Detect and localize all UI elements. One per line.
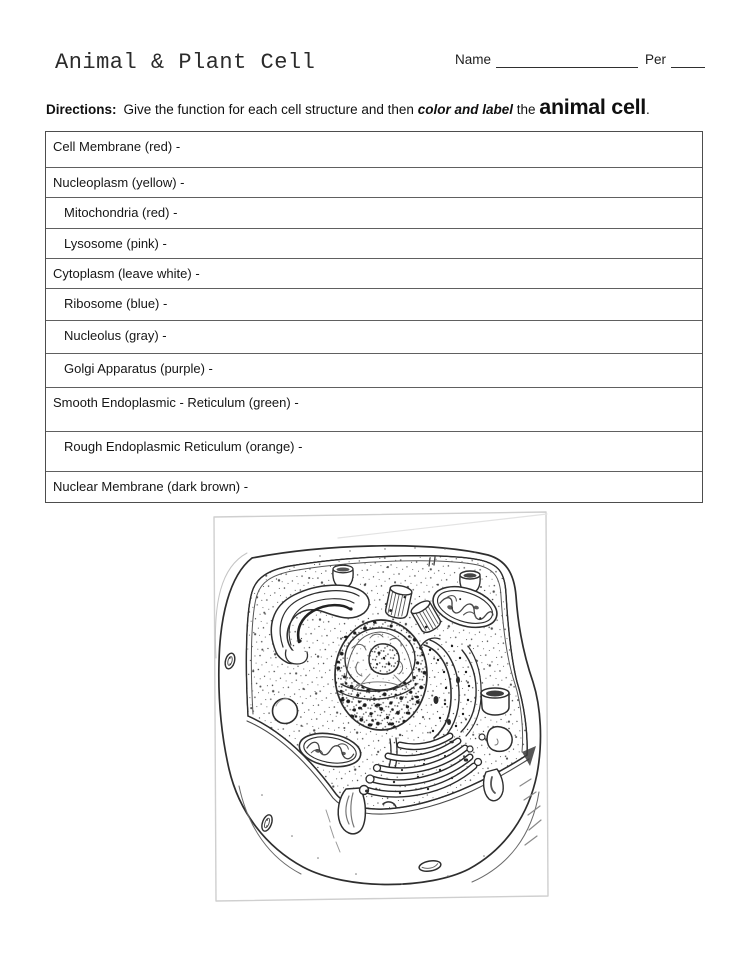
per-label: Per	[645, 52, 667, 67]
directions-connector: the	[516, 102, 536, 117]
animal-cell-drawing	[204, 509, 550, 914]
table-row	[46, 229, 702, 259]
directions-line	[46, 94, 726, 123]
table-row	[46, 259, 702, 289]
name-per-line	[455, 52, 705, 68]
structure-label: Mitochondria (red) -	[64, 205, 178, 220]
golgi-vesicle	[475, 759, 482, 766]
table-row	[46, 132, 702, 168]
nucleus	[335, 620, 427, 730]
table-row	[46, 168, 702, 198]
structure-label: Nucleolus (gray) -	[64, 328, 167, 343]
structure-label: Cell Membrane (red) -	[53, 139, 181, 154]
table-row	[46, 388, 702, 432]
animal-cell-figure	[204, 509, 550, 914]
directions-label: Directions:	[46, 102, 117, 117]
name-blank-field	[496, 52, 638, 68]
lysosome-vesicle	[273, 699, 298, 724]
membrane-invagination-left	[338, 788, 365, 834]
structure-label: Golgi Apparatus (purple) -	[64, 361, 213, 376]
table-row	[46, 354, 702, 388]
cell-structure-table	[45, 131, 703, 503]
structure-label: Nuclear Membrane (dark brown) -	[53, 479, 249, 494]
table-row	[46, 472, 702, 502]
structure-label: Cytoplasm (leave white) -	[53, 266, 200, 281]
directions-highlight: animal cell	[539, 95, 646, 119]
structure-label: Smooth Endoplasmic - Reticulum (green) -	[53, 395, 299, 410]
membrane-invagination-right	[484, 769, 504, 801]
per-blank-field	[671, 52, 705, 68]
structure-label: Ribosome (blue) -	[64, 296, 168, 311]
vesicle-blob	[487, 727, 512, 752]
table-row	[46, 321, 702, 354]
page-title: Animal & Plant Cell	[55, 50, 316, 75]
structure-label: Nucleoplasm (yellow) -	[53, 175, 185, 190]
directions-period: .	[645, 102, 650, 117]
structure-label: Rough Endoplasmic Reticulum (orange) -	[64, 439, 303, 454]
name-label: Name	[455, 52, 492, 67]
vacuole-cup	[481, 688, 509, 715]
table-row	[46, 432, 702, 472]
table-row	[46, 198, 702, 229]
table-row	[46, 289, 702, 321]
nucleolus	[369, 644, 399, 674]
directions-body: Give the function for each cell structure and then	[123, 102, 414, 117]
structure-label: Lysosome (pink) -	[64, 236, 167, 251]
directions-emphasis: color and label	[417, 102, 513, 117]
